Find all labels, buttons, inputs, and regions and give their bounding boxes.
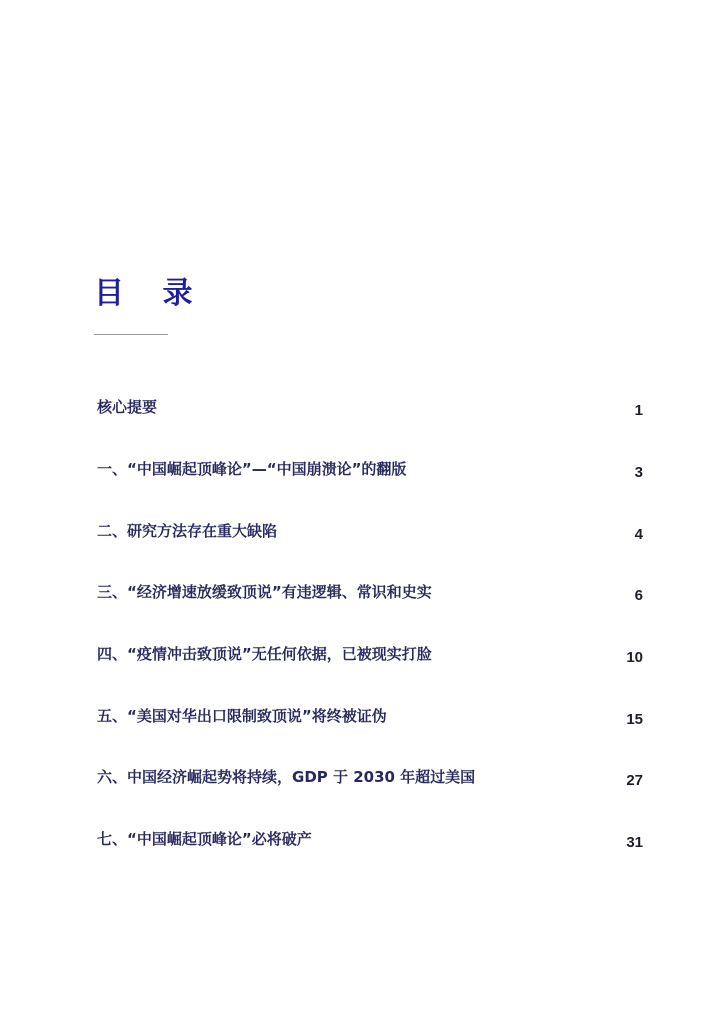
toc-entry-page-number: 6	[634, 587, 643, 604]
toc-entry-page-number: 31	[626, 834, 643, 851]
toc-entry-page-number: 1	[634, 402, 643, 419]
toc-entry-section-2[interactable]	[97, 521, 643, 545]
toc-entry-label: 二、研究方法存在重大缺陷	[97, 522, 278, 540]
toc-entry-section-3[interactable]	[97, 582, 643, 606]
toc-entry-page-number: 27	[626, 772, 643, 789]
toc-entry-section-4[interactable]	[97, 644, 643, 668]
toc-entry-page-number: 15	[626, 711, 643, 728]
toc-entry-section-1[interactable]	[97, 459, 643, 483]
toc-entry-page-number: 3	[634, 464, 643, 481]
toc-entry-label: 核心提要	[97, 398, 158, 416]
toc-entry-section-7[interactable]	[97, 829, 643, 853]
toc-entry-section-6[interactable]	[97, 767, 643, 791]
toc-entry-label: 四、“疫情冲击致顶说”无任何依据，已被现实打脸	[97, 645, 432, 663]
page-title: 目 录	[94, 276, 207, 311]
toc-entry-page-number: 10	[626, 649, 643, 666]
toc-entry-label: 三、“经济增速放缓致顶说”有违逻辑、常识和史实	[97, 583, 432, 601]
toc-entry-section-5[interactable]	[97, 706, 643, 730]
toc-entry-label: 一、“中国崛起顶峰论”—“中国崩溃论”的翻版	[97, 460, 407, 478]
toc-entry-label: 五、“美国对华出口限制致顶说”将终被证伪	[97, 707, 387, 725]
toc-entry-label: 七、“中国崛起顶峰论”必将破产	[97, 830, 312, 848]
toc-entry-page-number: 4	[634, 526, 643, 543]
toc-entry-label: 六、中国经济崛起势将持续，GDP 于 2030 年超过美国	[97, 768, 476, 786]
toc-entry-summary[interactable]	[97, 397, 643, 421]
